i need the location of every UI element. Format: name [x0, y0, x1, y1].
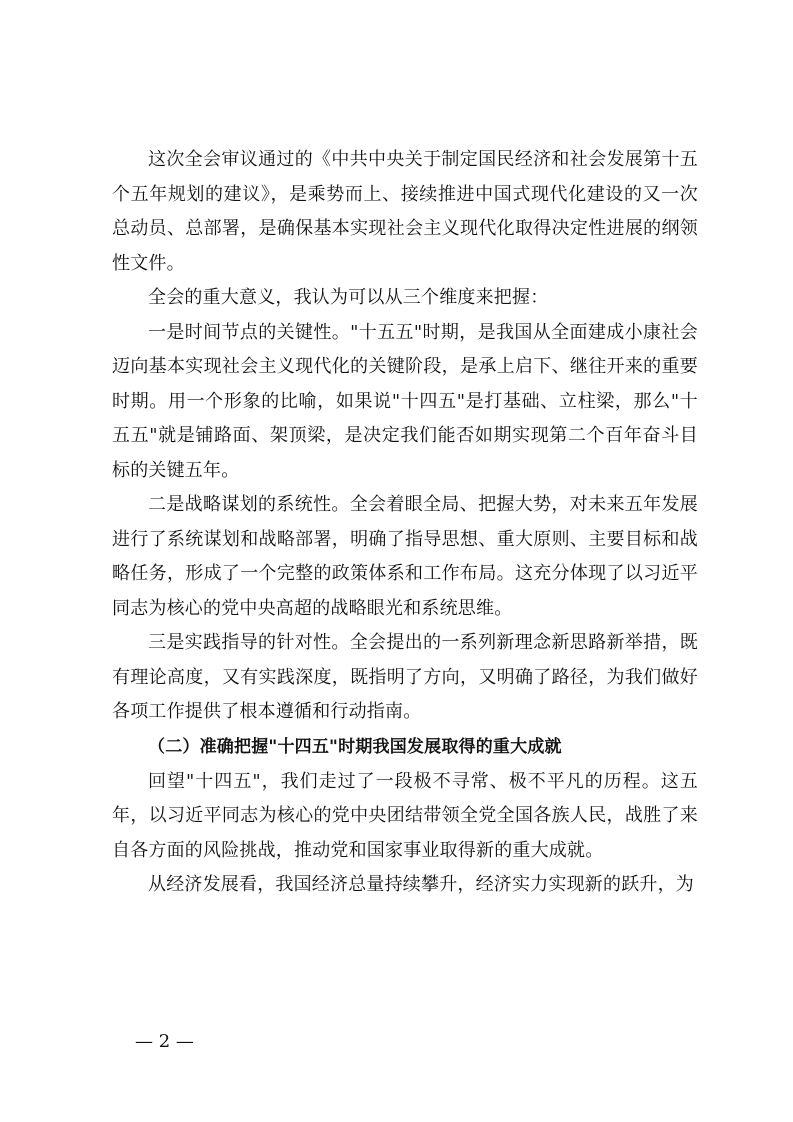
paragraph-economic-development: 从经济发展看，我国经济总量持续攀升，经济实力实现新的跃升，为	[148, 874, 694, 895]
document-body	[112, 143, 698, 903]
section-heading: （二）准确把握"十四五"时期我国发展取得的重大成就	[148, 736, 562, 757]
paragraph-plenum-document: 这次全会审议通过的《中共中央关于制定国民经济和社会发展第十五个五年规划的建议》，是乘势而上、接续推进中国式现代化建设的又一次总动员、总部署，是确保基本实现社会主义现代化取得决定性进展的纲领性文件。	[112, 149, 698, 274]
paragraph-review-14th-plan: 回望"十四五"，我们走过了一段极不寻常、极不平凡的历程。这五年，以习近平同志为核心的党中央团结带领全党全国各族人民，战胜了来自各方面的风险挑战，推动党和国家事业取得新的重大成就。	[112, 770, 698, 861]
paragraph-strategic-planning: 二是战略谋划的系统性。全会着眼全局、把握大势，对未来五年发展进行了系统谋划和战略部署，明确了指导思想、重大原则、主要目标和战略任务，形成了一个完整的政策体系和工作布局。这充分体现了以习近平同志为核心的党中央高超的战略眼光和系统思维。	[112, 494, 698, 619]
paragraph-significance-intro: 全会的重大意义，我认为可以从三个维度来把握：	[148, 287, 549, 308]
paragraph-practical-guidance: 三是实践指导的针对性。全会提出的一系列新理念新思路新举措，既有理论高度，又有实践深度，既指明了方向，又明确了路径，为我们做好各项工作提供了根本遵循和行动指南。	[112, 632, 698, 722]
page-number: — 2 —	[135, 1031, 194, 1052]
paragraph-time-node: 一是时间节点的关键性。"十五五"时期，是我国从全面建成小康社会迈向基本实现社会主义现代化的关键阶段，是承上启下、继往开来的重要时期。用一个形象的比喻，如果说"十四五"是打基础、立柱梁，那么"十五五"就是铺路面、架顶梁，是决定我们能否如期实现第二个百年奋斗目标的关键五年。	[112, 321, 698, 481]
